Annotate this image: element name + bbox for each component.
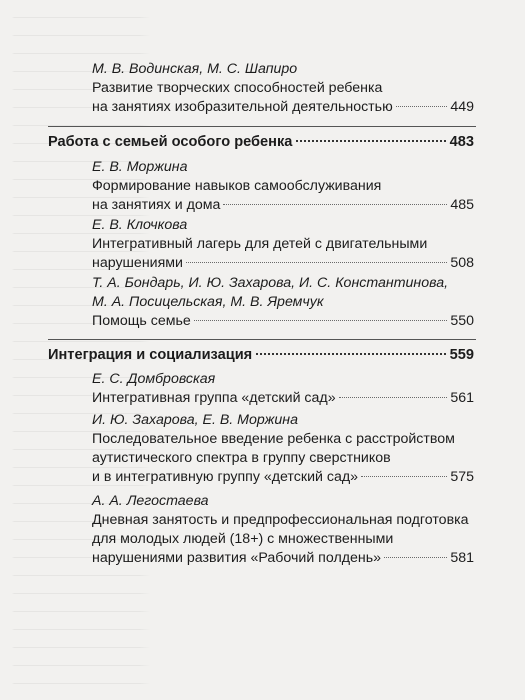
toc-entry — [92, 60, 474, 117]
toc-entry — [92, 216, 474, 273]
dot-leader — [396, 106, 448, 107]
entry-title-end: Интегративная группа «детский сад» — [92, 390, 336, 406]
entry-page-number: 508 — [450, 255, 474, 271]
entry-title-line: Дневная занятость и предпрофессиональная подготовка — [92, 512, 469, 528]
entry-title-last-line — [92, 389, 474, 408]
toc-entry — [92, 158, 474, 215]
dot-leader — [186, 262, 447, 263]
entry-page-number: 449 — [450, 99, 474, 115]
entry-title-line: для молодых людей (18+) с множественными — [92, 531, 394, 547]
dot-leader — [384, 557, 447, 558]
section-title: Интеграция и социализация — [48, 347, 253, 363]
section-page-number: 483 — [449, 134, 474, 150]
entry-title-line: Последовательное введение ребенка с расстройством — [92, 431, 455, 447]
dot-leader — [256, 353, 445, 355]
section-page-number: 559 — [449, 347, 474, 363]
entry-page-number: 485 — [450, 197, 474, 213]
entry-title-last-line — [92, 468, 474, 487]
toc-entry — [92, 274, 474, 331]
toc-entry — [92, 370, 474, 408]
dot-leader — [223, 204, 447, 205]
entry-title-end: на занятиях и дома — [92, 197, 221, 213]
entry-author: Е. В. Моржина — [92, 159, 188, 175]
section-title: Работа с семьей особого ребенка — [48, 134, 293, 150]
entry-title-line: Интегративный лагерь для детей с двигательными — [92, 236, 428, 252]
entry-title-end: и в интегративную группу «детский сад» — [92, 469, 359, 485]
section-divider — [48, 126, 476, 127]
toc-entry — [92, 492, 474, 568]
entry-page-number: 575 — [450, 469, 474, 485]
section-heading — [48, 345, 474, 365]
entry-title-end: Помощь семье — [92, 313, 191, 329]
entry-author: Т. А. Бондарь, И. Ю. Захарова, И. С. Константинова, — [92, 275, 449, 291]
entry-title-end: нарушениями развития «Рабочий полдень» — [92, 550, 382, 566]
toc-entry — [92, 411, 474, 487]
dot-leader — [361, 476, 447, 477]
section-divider — [48, 339, 476, 340]
dot-leader — [339, 397, 448, 398]
entry-title-end: нарушениями — [92, 255, 183, 271]
dot-leader — [194, 320, 448, 321]
entry-title-end: на занятиях изобразительной деятельностью — [92, 99, 393, 115]
entry-author: А. А. Легостаева — [92, 493, 209, 509]
entry-title-line: аутистического спектра в группу сверстников — [92, 450, 391, 466]
entry-author: Е. С. Домбровская — [92, 371, 216, 387]
entry-title-line: Формирование навыков самообслуживания — [92, 178, 382, 194]
entry-title-last-line — [92, 312, 474, 331]
entry-title-line: Развитие творческих способностей ребенка — [92, 80, 383, 96]
entry-title-last-line — [92, 98, 474, 117]
entry-author: М. В. Водинская, М. С. Шапиро — [92, 61, 298, 77]
entry-author: Е. В. Клочкова — [92, 217, 188, 233]
entry-page-number: 550 — [450, 313, 474, 329]
entry-author-continued: М. А. Посицельская, М. В. Яремчук — [92, 294, 324, 310]
section-heading — [48, 132, 474, 152]
entry-page-number: 561 — [450, 390, 474, 406]
entry-author: И. Ю. Захарова, Е. В. Моржина — [92, 412, 298, 428]
entry-page-number: 581 — [450, 550, 474, 566]
entry-title-last-line — [92, 254, 474, 273]
dot-leader — [296, 140, 445, 142]
entry-title-last-line — [92, 549, 474, 568]
entry-title-last-line — [92, 196, 474, 215]
